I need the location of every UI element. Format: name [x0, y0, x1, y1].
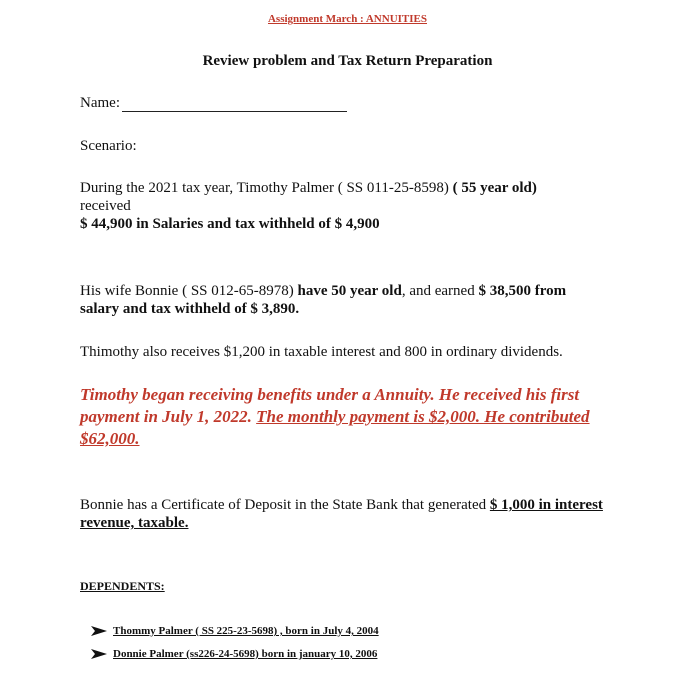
timothy-intro: During the 2021 tax year, Timothy Palmer ( SS 011-25-8598) — [80, 180, 449, 196]
timothy-paragraph — [80, 179, 610, 233]
dependent-text: Thommy Palmer ( SS 225-23-5698) , born in July 4, 2004 — [113, 625, 379, 637]
dependent-text: Donnie Palmer (ss226-24-5698) born in january 10, 2006 — [113, 648, 378, 660]
cd-paragraph — [80, 496, 610, 532]
bonnie-intro: His wife Bonnie ( SS 012-65-8978) — [80, 283, 294, 299]
bonnie-withheld: salary and tax withheld of $ 3,890. — [80, 301, 300, 317]
bonnie-age: have 50 year old — [297, 283, 402, 299]
annuity-payment: The monthly payment is $2,000. He contributed $62,000. — [80, 407, 590, 448]
annuity-paragraph — [80, 384, 600, 450]
dependent-item — [90, 648, 377, 660]
arrow-bullet-icon — [90, 648, 108, 660]
interest-line: Thimothy also receives $1,200 in taxable interest and 800 in ordinary dividends. — [80, 344, 563, 360]
timothy-age: ( 55 year old) — [452, 180, 537, 196]
arrow-bullet-icon — [90, 625, 108, 637]
dependent-item — [90, 625, 379, 637]
name-row — [80, 95, 347, 112]
timothy-salary: $ 44,900 in Salaries and tax withheld of $ 4,900 — [80, 216, 380, 232]
timothy-received: received — [80, 198, 131, 214]
assignment-title: Assignment March : ANNUITIES — [267, 13, 427, 25]
cd-text: Bonnie has a Certificate of Deposit in the State Bank that generated — [80, 497, 487, 513]
bonnie-paragraph — [80, 282, 610, 318]
page-subtitle: Review problem and Tax Return Preparation — [202, 53, 493, 69]
name-blank-line — [122, 96, 347, 112]
bonnie-earned: , and earned — [401, 283, 475, 299]
name-label: Name: — [80, 95, 120, 111]
bonnie-amount: $ 38,500 from — [478, 283, 567, 299]
cd-amount: $ 1,000 in interest revenue, taxable. — [80, 497, 603, 531]
scenario-label: Scenario: — [80, 138, 137, 154]
annuity-text: Timothy began receiving benefits under a Annuity. He received his first payment in July 1, 2022. — [80, 385, 580, 426]
dependents-heading: DEPENDENTS: — [80, 579, 165, 593]
